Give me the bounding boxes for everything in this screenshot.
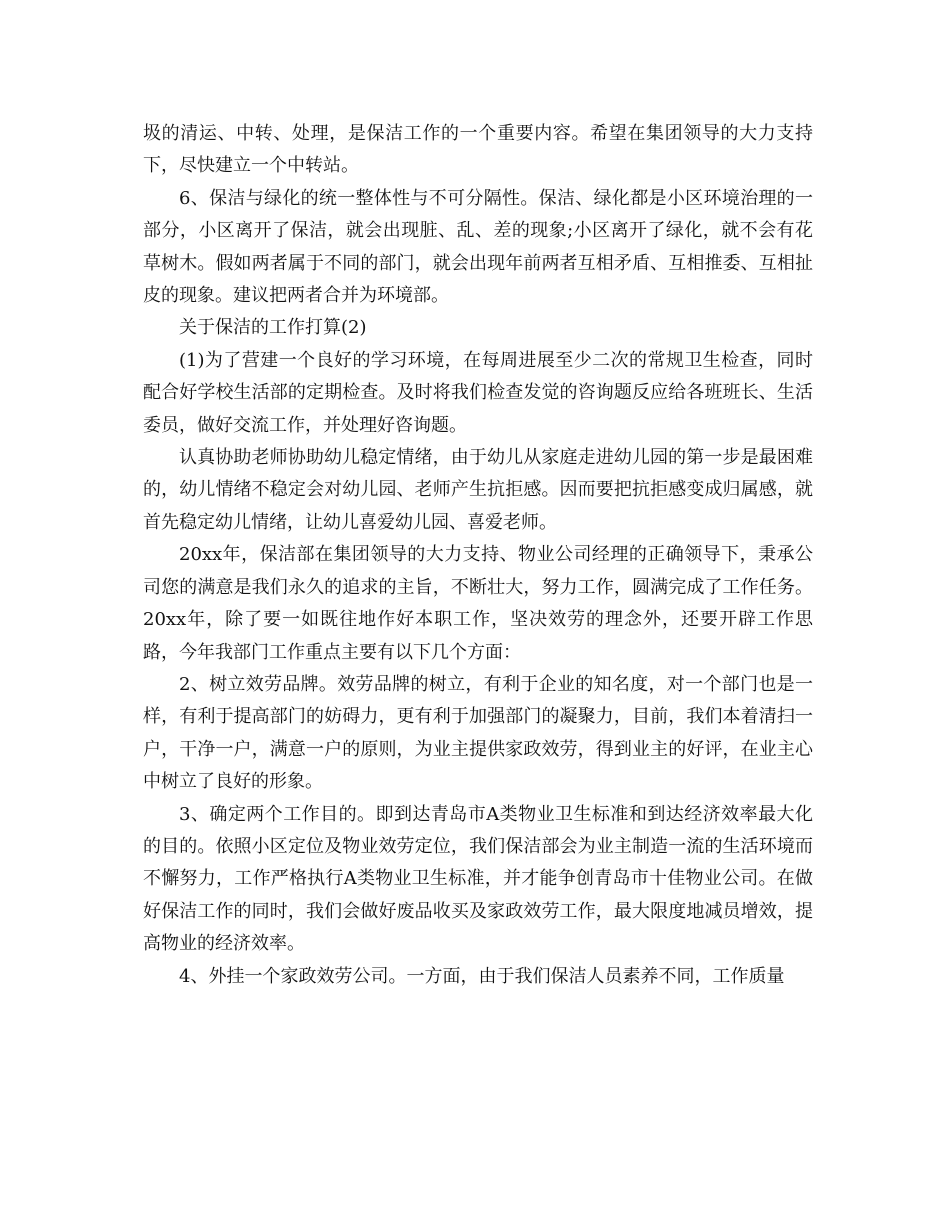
paragraph-assist-teacher: 认真协助老师协助幼儿稳定情绪，由于幼儿从家庭走进幼儿园的第一步是最困难的，幼儿情绪不稳定会对幼儿园、老师产生抗拒感。因而要把抗拒感变成归属感，就首先稳定幼儿情绪，让幼儿喜爱幼儿园、喜爱老师。 bbox=[143, 447, 813, 533]
paragraph-annual-summary: 20xx年，保洁部在集团领导的大力支持、物业公司经理的正确领导下，秉承公司您的满意是我们永久的追求的主旨，不断壮大，努力工作，圆满完成了工作任务。20xx年，除了要一如既往地作好本职工作，坚决效劳的理念外，还要开辟工作思路，今年我部门工作重点主要有以下几个方面： bbox=[143, 544, 813, 663]
document-body bbox=[143, 118, 813, 993]
paragraph-item-1: (1)为了营建一个良好的学习环境，在每周进展至少二次的常规卫生检查，同时配合好学校生活部的定期检查。及时将我们检查发觉的咨询题反应给各班班长、生活委员，做好交流工作，并处理好咨询题。 bbox=[143, 349, 813, 436]
paragraph-item-2: 2、树立效劳品牌。效劳品牌的树立，有利于企业的知名度，对一个部门也是一样，有利于提高部门的妨碍力，更有利于加强部门的凝聚力，目前，我们本着清扫一户，干净一户，满意一户的原则，为业主提供家政效劳，得到业主的好评，在业主心中树立了良好的形象。 bbox=[143, 673, 813, 793]
paragraph-item-6: 6、保洁与绿化的统一整体性与不可分隔性。保洁、绿化都是小区环境治理的一部分，小区离开了保洁，就会出现脏、乱、差的现象;小区离开了绿化，就不会有花草树木。假如两者属于不同的部门，就会出现年前两者互相矛盾、互相推委、互相扯皮的现象。建议把两者合并为环境部。 bbox=[143, 187, 813, 307]
paragraph-item-3: 3、确定两个工作目的。即到达青岛市A类物业卫生标准和到达经济效率最大化的目的。依照小区定位及物业效劳定位，我们保洁部会为业主制造一流的生活环境而不懈努力，工作严格执行A类物业卫生标准，并才能争创青岛市十佳物业公司。在做好保洁工作的同时，我们会做好废品收买及家政效劳工作，最大限度地减员增效，提高物业的经济效率。 bbox=[143, 803, 813, 955]
paragraph-continuation: 圾的清运、中转、处理，是保洁工作的一个重要内容。希望在集团领导的大力支持下，尽快建立一个中转站。 bbox=[143, 123, 813, 177]
paragraph-item-4: 4、外挂一个家政效劳公司。一方面，由于我们保洁人员素养不同，工作质量 bbox=[179, 965, 785, 987]
section-heading: 关于保洁的工作打算(2) bbox=[179, 317, 367, 339]
